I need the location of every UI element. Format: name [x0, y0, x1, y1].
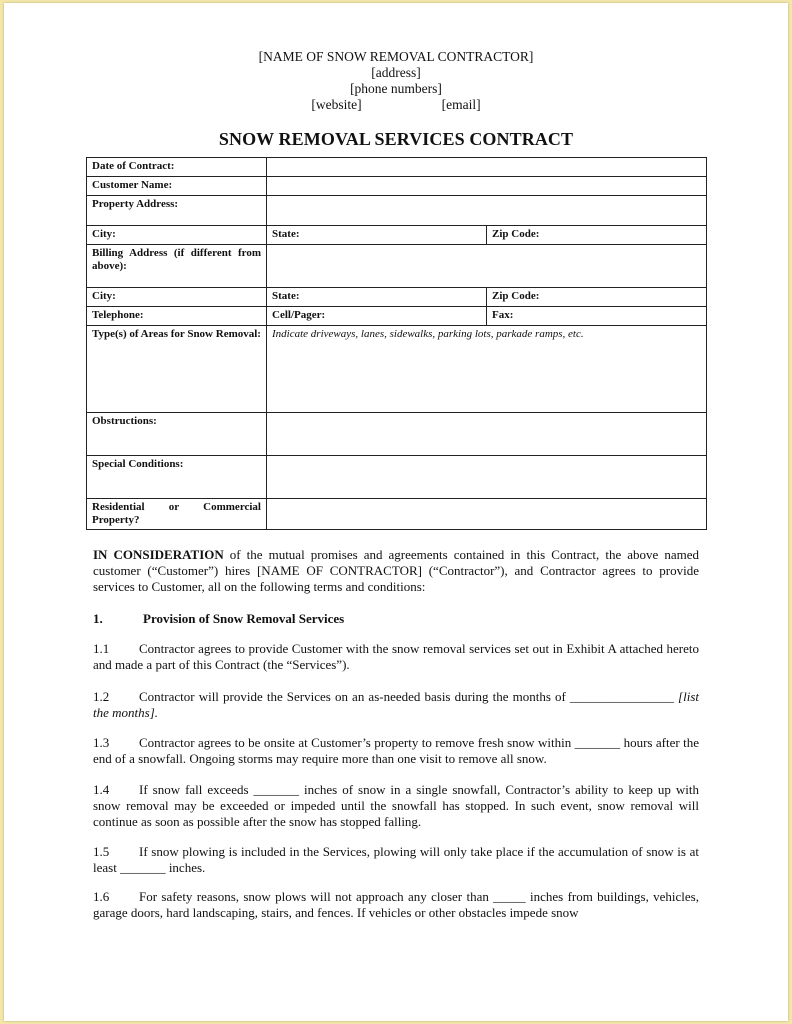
telephone-label: Telephone: [87, 307, 267, 326]
clause-text: Contractor will provide the Services on an as-needed basis during the months of ________________ [139, 689, 679, 704]
special-conditions-field[interactable] [267, 456, 707, 499]
consideration-paragraph [93, 547, 699, 595]
contractor-name: [NAME OF SNOW REMOVAL CONTRACTOR] [258, 49, 534, 64]
contractor-website: [website] [311, 97, 362, 112]
contractor-address: [address] [371, 65, 421, 80]
fax-label[interactable]: Fax: [487, 307, 707, 326]
clause-1-6 [93, 889, 699, 921]
billing-zip-label[interactable]: Zip Code: [487, 288, 707, 307]
contract-form-table [86, 157, 707, 530]
customer-name-field[interactable] [267, 177, 707, 196]
billing-state-label[interactable]: State: [267, 288, 487, 307]
clause-1-1 [93, 641, 699, 673]
clause-text: Contractor agrees to be onsite at Customer’s property to remove fresh snow within _______ hours after the end of a snowfall. Ongoing storms may require more than one visit to remove all snow. [93, 735, 699, 766]
zip-label[interactable]: Zip Code: [487, 226, 707, 245]
state-label[interactable]: State: [267, 226, 487, 245]
property-address-label: Property Address: [87, 196, 267, 226]
clause-number: 1.5 [93, 844, 110, 859]
obstructions-label: Obstructions: [87, 413, 267, 456]
clause-number: 1.6 [93, 889, 110, 904]
clause-1-5 [93, 844, 699, 876]
page-title: SNOW REMOVAL SERVICES CONTRACT [218, 129, 574, 149]
clause-1-4 [93, 782, 699, 830]
clause-number: 1.1 [93, 641, 110, 656]
clause-number: 1.4 [93, 782, 110, 797]
clause-text: If snow fall exceeds _______ inches of snow in a single snowfall, Contractor’s ability to keep up with snow removal may be exceeded or impeded until the snowfall has stopped. In such event, snow removal will continue as soon as possible after the snow has stopped falling. [93, 782, 699, 829]
clause-number: 1.3 [93, 735, 110, 750]
cell-pager-label[interactable]: Cell/Pager: [267, 307, 487, 326]
contractor-phone: [phone numbers] [350, 81, 442, 96]
areas-label: Type(s) of Areas for Snow Removal: [87, 326, 267, 413]
section-heading-1 [93, 611, 344, 627]
document-page [4, 3, 788, 1021]
clause-text: If snow plowing is included in the Services, plowing will only take place if the accumulation of snow is at least _______ inches. [93, 844, 699, 875]
clause-number: 1.2 [93, 689, 110, 704]
clause-1-2 [93, 689, 699, 721]
section-number: 1. [93, 611, 103, 626]
billing-address-field[interactable] [267, 245, 707, 288]
contractor-header [4, 49, 788, 113]
date-label: Date of Contract: [87, 158, 267, 177]
consideration-lead: IN CONSIDERATION [93, 547, 224, 562]
billing-address-label: Billing Address (if different from above): [87, 245, 267, 288]
obstructions-field[interactable] [267, 413, 707, 456]
contractor-web-row [4, 97, 788, 113]
property-type-label: Residential or Commercial Property? [87, 499, 267, 530]
consideration-text: of the mutual promises and agreements contained in this Contract, the above named customer (“Customer”) hires [NAME OF CONTRACTOR] (“Contractor”), and Contractor agrees to provide services to Customer, all on the following terms and conditions: [93, 547, 699, 594]
section-title: Provision of Snow Removal Services [143, 611, 345, 626]
clause-text: For safety reasons, snow plows will not approach any closer than _____ inches from buildings, vehicles, garage doors, hard landscaping, stairs, and fences. If vehicles or other obstacles impede snow [93, 889, 699, 920]
clause-1-3 [93, 735, 699, 767]
property-address-field[interactable] [267, 196, 707, 226]
date-field[interactable] [267, 158, 707, 177]
special-conditions-label: Special Conditions: [87, 456, 267, 499]
clause-placeholder: [list the months]. [93, 689, 699, 720]
property-type-field[interactable] [267, 499, 707, 530]
clause-text: Contractor agrees to provide Customer with the snow removal services set out in Exhibit A attached hereto and made a part of this Contract (the “Services”). [93, 641, 699, 672]
city-label: City: [87, 226, 267, 245]
areas-field-hint[interactable]: Indicate driveways, lanes, sidewalks, parking lots, parkade ramps, etc. [267, 326, 707, 413]
customer-name-label: Customer Name: [87, 177, 267, 196]
contractor-email: [email] [441, 97, 481, 112]
billing-city-label: City: [87, 288, 267, 307]
